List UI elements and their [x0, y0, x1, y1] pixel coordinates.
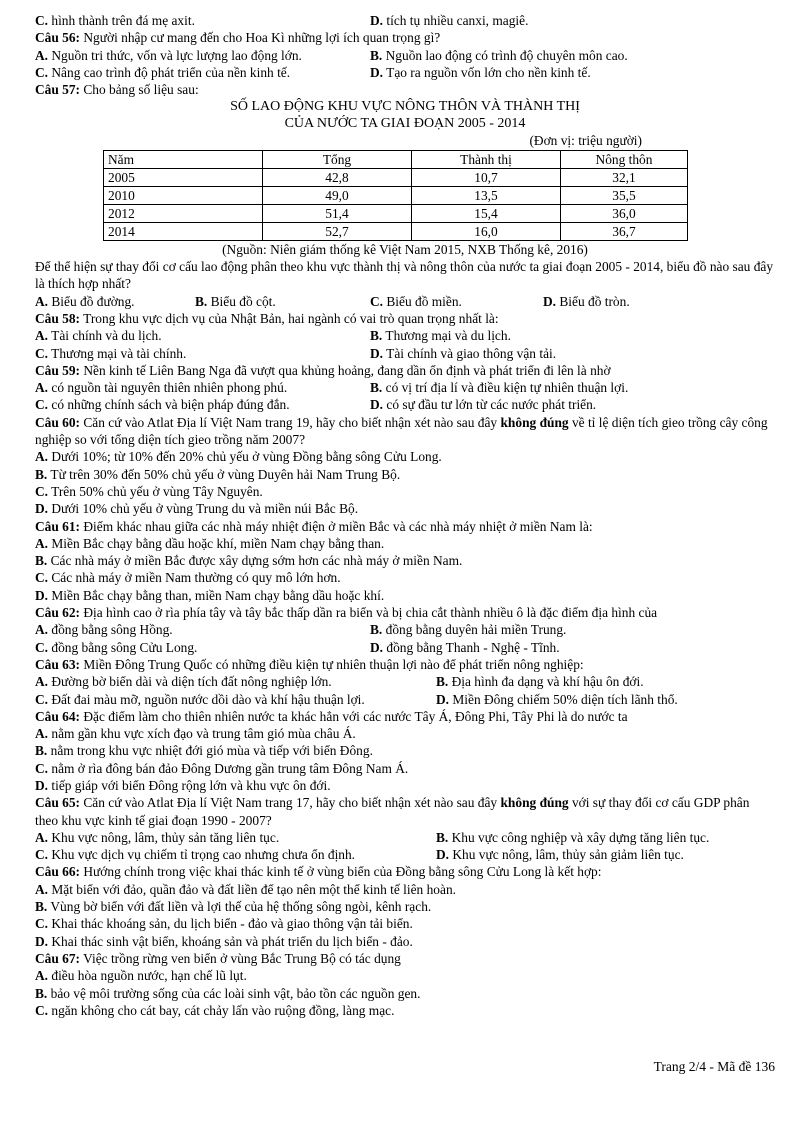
q63-options-cd — [35, 691, 775, 708]
q57-question: Để thể hiện sự thay đổi cơ cấu lao động phân theo khu vực thành thị và nông thôn của nước ta giai đoạn 2005 - 2014, biểu đồ nào sau đây là thích hợp nhất? — [35, 259, 774, 292]
q57-option-c: C. Biểu đồ miền. — [370, 293, 462, 309]
q57-number: Câu 57: — [35, 82, 81, 98]
q61-option-a: A. Miền Bắc chạy bằng dầu hoặc khí, miền Nam chạy bằng than. — [35, 535, 385, 551]
table-header-row — [104, 150, 688, 168]
q55-options-cd — [35, 12, 775, 29]
q60-option-a: A. Dưới 10%; từ 10% đến 20% chủ yếu ở vùng Đồng bằng sông Cửu Long. — [35, 449, 442, 465]
table-row — [104, 168, 688, 186]
q62-stem — [35, 604, 775, 621]
q61-option-d: D. Miền Bắc chạy bằng than, miền Nam chạy bằng dầu hoặc khí. — [35, 587, 385, 603]
q62-option-d: D. đồng bằng Thanh - Nghệ - Tĩnh. — [370, 639, 560, 655]
q58-option-a: A. Tài chính và du lịch. — [35, 328, 162, 344]
q64-number: Câu 64: — [35, 708, 81, 724]
q61-option-b: B. Các nhà máy ở miền Bắc được xây dựng sớm hơn các nhà máy ở miền Nam. — [35, 553, 463, 569]
header-year: Năm — [104, 150, 263, 168]
cell-urban: 15,4 — [412, 204, 561, 222]
q67-option-a: A. điều hòa nguồn nước, hạn chế lũ lụt. — [35, 968, 247, 984]
q60-option-d: D. Dưới 10% chủ yếu ở vùng Trung du và miền núi Bắc Bộ. — [35, 501, 359, 517]
cell-year: 2010 — [104, 186, 263, 204]
q58-option-d: D. Tài chính và giao thông vận tải. — [370, 345, 557, 361]
cell-total: 42,8 — [263, 168, 412, 186]
q65-option-b: B. Khu vực công nghiệp và xây dựng tăng liên tục. — [436, 829, 710, 845]
q65-stem — [35, 794, 775, 829]
q59-option-a: A. có nguồn tài nguyên thiên nhiên phong phú. — [35, 380, 288, 396]
table-source: (Nguồn: Niên giám thống kê Việt Nam 2015, NXB Thống kê, 2016) — [222, 241, 588, 257]
q66-option-c: C. Khai thác khoáng sản, du lịch biển - đảo và giao thông vận tải biển. — [35, 916, 413, 932]
q60-option-c: C. Trên 50% chủ yếu ở vùng Tây Nguyên. — [35, 483, 263, 499]
q56-option-d: D. Tạo ra nguồn vốn lớn cho nền kinh tế. — [370, 64, 591, 80]
q65-options-cd — [35, 846, 775, 863]
q67-option-c: C. ngăn không cho cát bay, cát chảy lấn vào ruộng đồng, làng mạc. — [35, 1002, 395, 1018]
q58-text: Trong khu vực dịch vụ của Nhật Bản, hai ngành có vai trò quan trọng nhất là: — [80, 310, 499, 326]
cell-year: 2014 — [104, 222, 263, 240]
q65-text-part1: Căn cứ vào Atlat Địa lí Việt Nam trang 17, hãy cho biết nhận xét nào sau đây — [80, 795, 501, 811]
q66-text: Hướng chính trong việc khai thác kinh tế ở vùng biển của Đồng bằng sông Cửu Long là kết hợp: — [80, 864, 602, 880]
q62-option-b: B. đồng bằng duyên hải miền Trung. — [370, 622, 567, 638]
q57-option-a: A. Biểu đồ đường. — [35, 293, 135, 309]
cell-year: 2012 — [104, 204, 263, 222]
q63-stem — [35, 656, 775, 673]
q60-number: Câu 60: — [35, 414, 81, 430]
table-row — [104, 186, 688, 204]
q64-option-d: D. tiếp giáp với biển Đông rộng lớn và khu vực ôn đới. — [35, 777, 331, 793]
q64-option-a: A. nằm gần khu vực xích đạo và trung tâm gió mùa châu Á. — [35, 726, 356, 742]
q57-option-d: D. Biểu đồ tròn. — [543, 293, 630, 309]
cell-total: 52,7 — [263, 222, 412, 240]
q67-text: Việc trồng rừng ven biển ở vùng Bắc Trung Bộ có tác dụng — [80, 950, 401, 966]
q61-option-c: C. Các nhà máy ở miền Nam thường có quy mô lớn hơn. — [35, 570, 341, 586]
q62-option-c: C. đồng bằng sông Cửu Long. — [35, 639, 198, 655]
q59-stem — [35, 362, 775, 379]
table-row — [104, 222, 688, 240]
table-unit: (Đơn vị: triệu người) — [529, 133, 642, 149]
q65-emphasis: không đúng — [500, 795, 569, 811]
q64-option-c: C. nằm ở rìa đông bán đảo Đông Dương gần trung tâm Đông Nam Á. — [35, 760, 409, 776]
q63-number: Câu 63: — [35, 656, 81, 672]
labor-table — [103, 150, 688, 241]
header-urban: Thành thị — [412, 150, 561, 168]
q61-text: Điểm khác nhau giữa các nhà máy nhiệt điện ở miền Bắc và các nhà máy nhiệt ở miền Nam là: — [80, 518, 593, 534]
q58-option-c: C. Thương mại và tài chính. — [35, 345, 187, 361]
q65-option-a: A. Khu vực nông, lâm, thủy sản tăng liên tục. — [35, 829, 280, 845]
q63-option-a: A. Đường bờ biển dài và diện tích đất nông nghiệp lớn. — [35, 674, 332, 690]
q63-option-c: C. Đất đai màu mỡ, nguồn nước dồi dào và khí hậu thuận lợi. — [35, 691, 365, 707]
q59-option-c: C. có những chính sách và biện pháp đúng đắn. — [35, 397, 290, 413]
cell-urban: 16,0 — [412, 222, 561, 240]
q59-option-b: B. có vị trí địa lí và điều kiện tự nhiên thuận lợi. — [370, 380, 629, 396]
q60-emphasis: không đúng — [500, 414, 569, 430]
q58-options-ab — [35, 327, 775, 344]
q63-text: Miền Đông Trung Quốc có những điều kiện tự nhiên thuận lợi nào để phát triển nông nghiệp: — [80, 656, 584, 672]
q56-option-a: A. Nguồn tri thức, vốn và lực lượng lao động lớn. — [35, 47, 302, 63]
header-rural: Nông thôn — [561, 150, 688, 168]
q62-options-ab — [35, 621, 775, 638]
q65-option-d: D. Khu vực nông, lâm, thủy sản giảm liên tục. — [436, 847, 684, 863]
q58-number: Câu 58: — [35, 310, 81, 326]
q63-option-b: B. Địa hình đa dạng và khí hậu ôn đới. — [436, 674, 644, 690]
q56-options-ab — [35, 47, 775, 64]
q59-options-cd — [35, 396, 775, 413]
q59-options-ab — [35, 379, 775, 396]
q59-number: Câu 59: — [35, 362, 81, 378]
q60-option-b: B. Từ trên 30% đến 50% chủ yếu ở vùng Duyên hải Nam Trung Bộ. — [35, 466, 401, 482]
q65-text-part2: với sự thay đổi cơ cấu GDP phân theo khu vực kinh tế giai đoạn 1990 - 2007? — [35, 795, 750, 828]
q55-option-d: D. tích tụ nhiều canxi, magiê. — [370, 13, 529, 28]
table-title-line1: SỐ LAO ĐỘNG KHU VỰC NÔNG THÔN VÀ THÀNH THỊ — [230, 99, 580, 115]
q67-number: Câu 67: — [35, 950, 81, 966]
cell-total: 49,0 — [263, 186, 412, 204]
q66-option-b: B. Vùng bờ biển với đất liền và lợi thế của hệ thống sông ngòi, kênh rạch. — [35, 899, 432, 915]
q55-option-c: C. hình thành trên đá mẹ axit. — [35, 13, 195, 28]
cell-rural: 32,1 — [561, 168, 688, 186]
q66-stem — [35, 863, 775, 880]
q60-text-part1: Căn cứ vào Atlat Địa lí Việt Nam trang 19, hãy cho biết nhận xét nào sau đây — [80, 414, 501, 430]
cell-rural: 35,5 — [561, 186, 688, 204]
q62-options-cd — [35, 639, 775, 656]
q63-option-d: D. Miền Đông chiếm 50% diện tích lãnh thổ. — [436, 691, 678, 707]
q60-stem — [35, 414, 775, 449]
q64-text: Đặc điểm làm cho thiên nhiên nước ta khác hẳn với các nước Tây Á, Đông Phi, Tây Phi là do nước ta — [80, 708, 628, 724]
q58-option-b: B. Thương mại và du lịch. — [370, 328, 511, 344]
q65-options-ab — [35, 829, 775, 846]
q56-option-c: C. Nâng cao trình độ phát triển của nền kinh tế. — [35, 64, 291, 80]
q59-option-d: D. có sự đầu tư lớn từ các nước phát triển. — [370, 397, 597, 413]
q57-text: Cho bảng số liệu sau: — [80, 82, 199, 98]
cell-rural: 36,0 — [561, 204, 688, 222]
q61-number: Câu 61: — [35, 518, 81, 534]
q58-options-cd — [35, 345, 775, 362]
q63-options-ab — [35, 673, 775, 690]
q67-option-b: B. bảo vệ môi trường sống của các loài sinh vật, bảo tồn các nguồn gen. — [35, 985, 421, 1001]
q56-stem — [35, 29, 775, 46]
q62-number: Câu 62: — [35, 605, 81, 621]
q66-number: Câu 66: — [35, 864, 81, 880]
q62-option-a: A. đồng bằng sông Hồng. — [35, 622, 173, 638]
cell-rural: 36,7 — [561, 222, 688, 240]
q57-stem — [35, 81, 775, 98]
q64-stem — [35, 708, 775, 725]
q56-option-b: B. Nguồn lao động có trình độ chuyên môn cao. — [370, 47, 628, 63]
q67-stem — [35, 950, 775, 967]
cell-urban: 10,7 — [412, 168, 561, 186]
q65-number: Câu 65: — [35, 795, 81, 811]
q64-option-b: B. nằm trong khu vực nhiệt đới gió mùa và tiếp với biển Đông. — [35, 743, 373, 759]
q57-option-b: B. Biểu đồ cột. — [195, 293, 276, 309]
q61-stem — [35, 518, 775, 535]
q57-options — [35, 293, 775, 310]
exam-page — [35, 12, 775, 1019]
page-footer: Trang 2/4 - Mã đề 136 — [653, 1059, 775, 1074]
q59-text: Nền kinh tế Liên Bang Nga đã vượt qua khủng hoảng, đang dần ổn định và phát triển đi lên là nhờ — [80, 362, 611, 378]
cell-urban: 13,5 — [412, 186, 561, 204]
table-title-line2: CỦA NƯỚC TA GIAI ĐOẠN 2005 - 2014 — [284, 116, 526, 132]
q56-text: Người nhập cư mang đến cho Hoa Kì những lợi ích quan trọng gì? — [80, 30, 441, 46]
q66-option-a: A. Mặt biển với đảo, quần đảo và đất liền để tạo nên một thể kinh tế liên hoàn. — [35, 881, 456, 897]
q58-stem — [35, 310, 775, 327]
q60-text-part2: về tỉ lệ diện tích gieo trồng cây công nghiệp so với tổng diện tích gieo trồng năm 2007? — [35, 414, 768, 448]
q56-number: Câu 56: — [35, 30, 81, 46]
q65-option-c: C. Khu vực dịch vụ chiếm tỉ trọng cao nhưng chưa ổn định. — [35, 847, 356, 863]
cell-year: 2005 — [104, 168, 263, 186]
table-row — [104, 204, 688, 222]
cell-total: 51,4 — [263, 204, 412, 222]
q62-text: Địa hình cao ở rìa phía tây và tây bắc thấp dần ra biển và bị chia cắt thành nhiều ô là đặc điểm địa hình của — [80, 605, 658, 621]
q56-options-cd — [35, 64, 775, 81]
q66-option-d: D. Khai thác sinh vật biển, khoáng sản và phát triển du lịch biển - đảo. — [35, 933, 413, 949]
header-total: Tổng — [263, 150, 412, 168]
